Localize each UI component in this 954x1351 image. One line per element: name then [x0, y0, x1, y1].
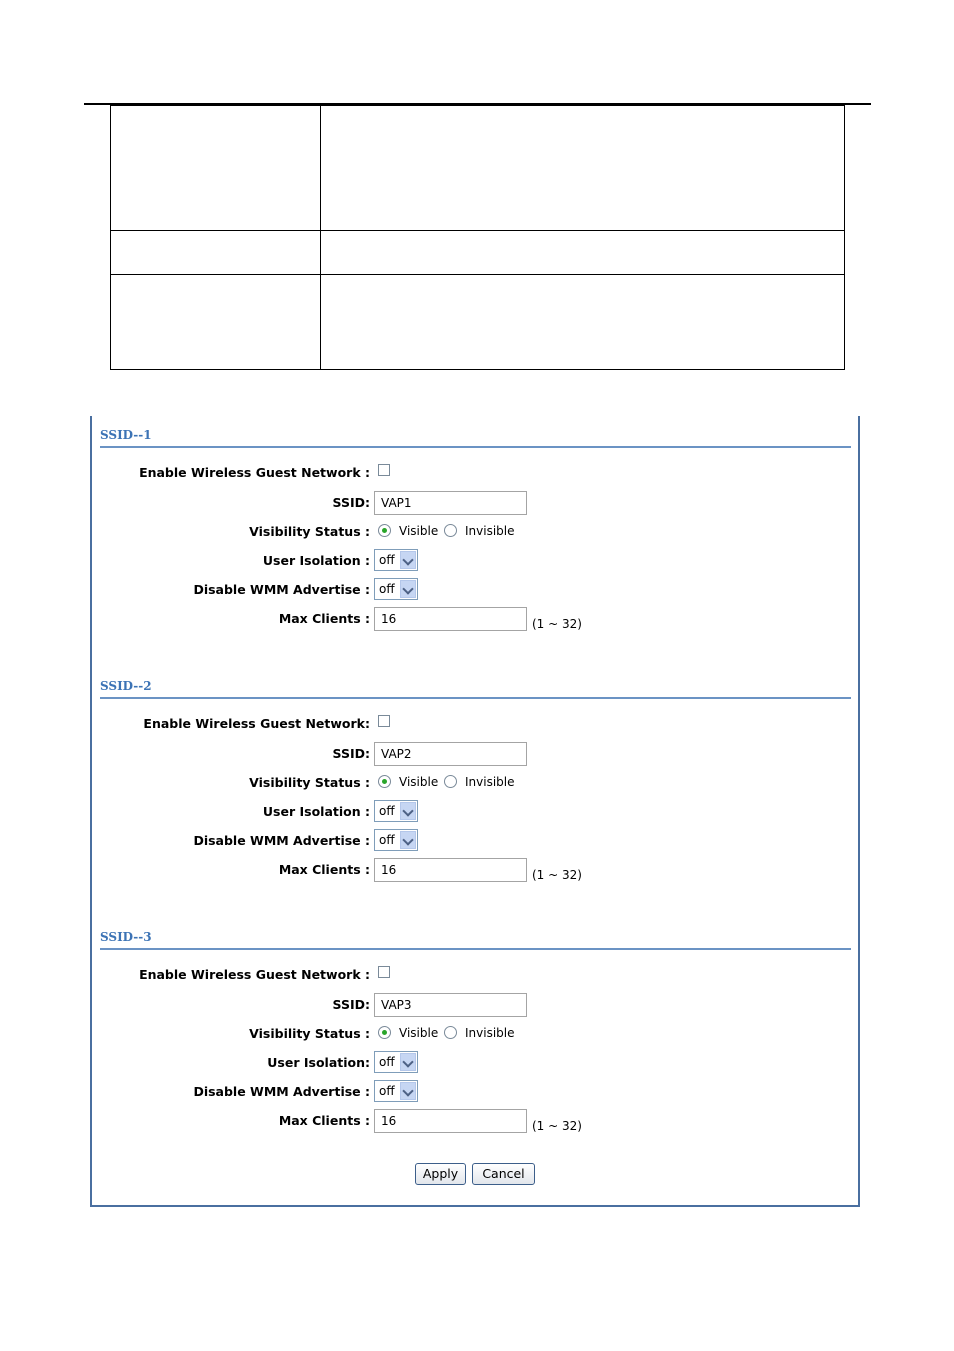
- isolation-label: User Isolation:: [267, 1055, 370, 1070]
- isolation-row: [100, 1051, 851, 1075]
- isolation-label: User Isolation :: [262, 804, 370, 819]
- select-value: off: [379, 833, 395, 847]
- user-isolation-select[interactable]: [374, 1051, 418, 1073]
- user-isolation-select[interactable]: [374, 800, 418, 822]
- ssid-label: SSID:: [332, 746, 370, 761]
- max-clients-label: Max Clients :: [278, 862, 370, 877]
- section-divider: [100, 697, 851, 699]
- visibility-label: Visibility Status :: [249, 1026, 370, 1041]
- section-title: SSID--3: [100, 930, 152, 944]
- max-clients-input[interactable]: [374, 1109, 527, 1133]
- wmm-row: [100, 578, 851, 602]
- enable-label: Enable Wireless Guest Network :: [139, 465, 370, 480]
- range-hint: (1 ~ 32): [532, 1119, 582, 1133]
- max-clients-label: Max Clients :: [278, 1113, 370, 1128]
- isolation-row: [100, 800, 851, 824]
- enable-guest-network-checkbox[interactable]: [378, 464, 390, 476]
- select-value: off: [379, 582, 395, 596]
- select-value: off: [379, 553, 395, 567]
- table-cell: [321, 231, 845, 274]
- visibility-label: Visibility Status :: [249, 524, 370, 539]
- table-cell: [111, 274, 321, 369]
- visibility-row: [100, 771, 851, 795]
- disable-wmm-select[interactable]: [374, 1080, 418, 1102]
- table-cell: [321, 274, 845, 369]
- disable-wmm-select[interactable]: [374, 829, 418, 851]
- table-cell: [321, 106, 845, 231]
- wmm-label: Disable WMM Advertise :: [193, 833, 370, 848]
- section-title: SSID--2: [100, 679, 152, 693]
- table-cell: [111, 106, 321, 231]
- visible-radio[interactable]: [378, 775, 391, 788]
- select-value: off: [379, 1055, 395, 1069]
- ssid-input[interactable]: [374, 742, 527, 766]
- visible-radio[interactable]: [378, 1026, 391, 1039]
- wmm-label: Disable WMM Advertise :: [193, 582, 370, 597]
- chevron-down-icon[interactable]: [400, 802, 416, 820]
- visibility-row: [100, 1022, 851, 1046]
- chevron-down-icon[interactable]: [400, 831, 416, 849]
- max-clients-row: [100, 1109, 851, 1133]
- wmm-row: [100, 829, 851, 853]
- enable-guest-network-checkbox[interactable]: [378, 715, 390, 727]
- enable-row: [100, 712, 851, 736]
- enable-row: [100, 461, 851, 485]
- section-divider: [100, 948, 851, 950]
- visible-radio[interactable]: [378, 524, 391, 537]
- ssid-label: SSID:: [332, 495, 370, 510]
- invisible-radio[interactable]: [444, 524, 457, 537]
- enable-label: Enable Wireless Guest Network :: [139, 967, 370, 982]
- chevron-down-icon[interactable]: [400, 1053, 416, 1071]
- ssid-row: [100, 993, 851, 1017]
- ssid-row: [100, 742, 851, 766]
- visible-label: Visible: [399, 1026, 439, 1040]
- section-divider: [100, 446, 851, 448]
- wmm-row: [100, 1080, 851, 1104]
- range-hint: (1 ~ 32): [532, 868, 582, 882]
- cancel-button[interactable]: Cancel: [472, 1163, 535, 1185]
- invisible-radio[interactable]: [444, 1026, 457, 1039]
- invisible-label: Invisible: [465, 1026, 515, 1040]
- ssid-row: [100, 491, 851, 515]
- user-isolation-select[interactable]: [374, 549, 418, 571]
- visible-label: Visible: [399, 775, 439, 789]
- enable-guest-network-checkbox[interactable]: [378, 966, 390, 978]
- isolation-label: User Isolation :: [262, 553, 370, 568]
- max-clients-row: [100, 607, 851, 631]
- visibility-row: [100, 520, 851, 544]
- chevron-down-icon[interactable]: [400, 580, 416, 598]
- ssid-input[interactable]: [374, 491, 527, 515]
- disable-wmm-select[interactable]: [374, 578, 418, 600]
- max-clients-input[interactable]: [374, 607, 527, 631]
- range-hint: (1 ~ 32): [532, 617, 582, 631]
- section-title: SSID--1: [100, 428, 152, 442]
- wmm-label: Disable WMM Advertise :: [193, 1084, 370, 1099]
- invisible-radio[interactable]: [444, 775, 457, 788]
- max-clients-row: [100, 858, 851, 882]
- max-clients-input[interactable]: [374, 858, 527, 882]
- enable-label: Enable Wireless Guest Network:: [143, 716, 370, 731]
- isolation-row: [100, 549, 851, 573]
- table-cell: [111, 231, 321, 274]
- ssid-input[interactable]: [374, 993, 527, 1017]
- select-value: off: [379, 1084, 395, 1098]
- chevron-down-icon[interactable]: [400, 1082, 416, 1100]
- chevron-down-icon[interactable]: [400, 551, 416, 569]
- invisible-label: Invisible: [465, 524, 515, 538]
- document-table: [110, 105, 845, 370]
- max-clients-label: Max Clients :: [278, 611, 370, 626]
- apply-button[interactable]: Apply: [415, 1163, 466, 1185]
- visible-label: Visible: [399, 524, 439, 538]
- ssid-label: SSID:: [332, 997, 370, 1012]
- invisible-label: Invisible: [465, 775, 515, 789]
- visibility-label: Visibility Status :: [249, 775, 370, 790]
- enable-row: [100, 963, 851, 987]
- select-value: off: [379, 804, 395, 818]
